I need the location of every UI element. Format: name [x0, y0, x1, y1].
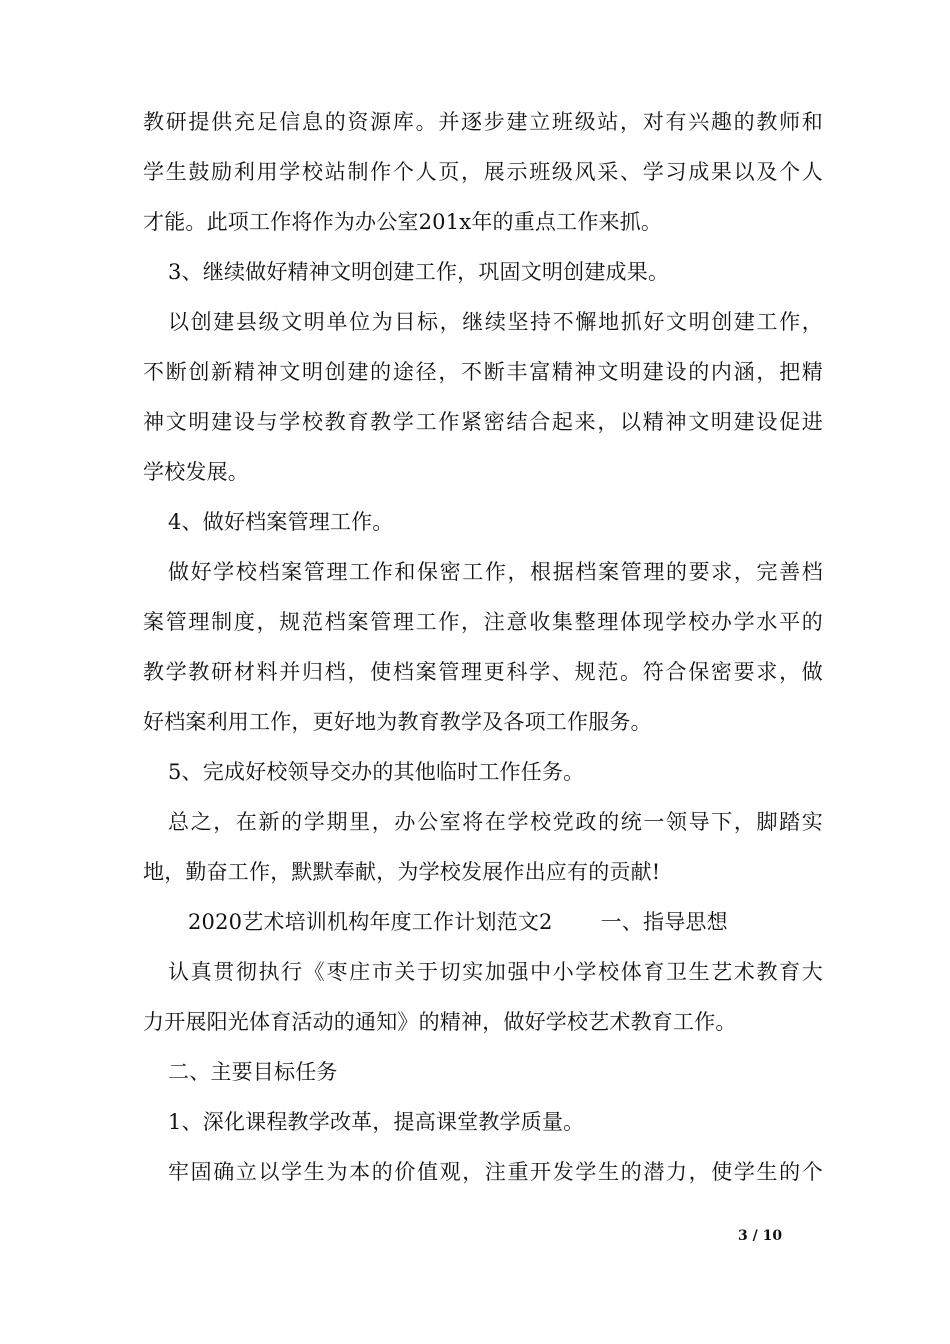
- document-body: [143, 97, 823, 1197]
- text-line: 地，勤奋工作，默默奉献，为学校发展作出应有的贡献!: [143, 860, 661, 884]
- section-heading: 二、主要目标任务: [168, 1060, 338, 1084]
- text-line: 做好学校档案管理工作和保密工作，根据档案管理的要求，完善档: [168, 560, 823, 584]
- text-line: 认真贯彻执行《枣庄市关于切实加强中小学校体育卫生艺术教育大: [168, 960, 823, 984]
- section-heading: 1、深化课程教学改革，提高课堂教学质量。: [168, 1110, 585, 1134]
- text-line: 教学教研材料并归档，使档案管理更科学、规范。符合保密要求，做: [143, 660, 823, 684]
- text-line: 神文明建设与学校教育教学工作紧密结合起来，以精神文明建设促进: [143, 410, 823, 434]
- text-line: 以创建县级文明单位为目标，继续坚持不懈地抓好文明创建工作，: [168, 310, 823, 334]
- section-heading: 4、做好档案管理工作。: [168, 510, 394, 534]
- section-heading: 5、完成好校领导交办的其他临时工作任务。: [168, 760, 585, 784]
- text-line: 牢固确立以学生为本的价值观，注重开发学生的潜力，使学生的个: [168, 1160, 823, 1184]
- page-number: 3 / 10: [738, 1228, 783, 1244]
- text-line: 好档案利用工作，更好地为教育教学及各项工作服务。: [143, 710, 652, 734]
- text-line: 教研提供充足信息的资源库。并逐步建立班级站，对有兴趣的教师和: [143, 110, 823, 134]
- text-line: 总之，在新的学期里，办公室将在学校党政的统一领导下，脚踏实: [168, 810, 823, 834]
- text-line: 案管理制度，规范档案管理工作，注意收集整理体现学校办学水平的: [143, 610, 823, 634]
- text-line: 力开展阳光体育活动的通知》的精神，做好学校艺术教育工作。: [143, 1010, 737, 1034]
- text-line: 不断创新精神文明创建的途径，不断丰富精神文明建设的内涵，把精: [143, 360, 823, 384]
- text-line: 学校发展。: [143, 460, 249, 484]
- text-line: 学生鼓励利用学校站制作个人页，展示班级风采、学习成果以及个人: [143, 160, 823, 184]
- section-heading: 3、继续做好精神文明创建工作，巩固文明创建成果。: [168, 260, 670, 284]
- text-line: 才能。此项工作将作为办公室201x年的重点工作来抓。: [143, 210, 663, 234]
- document-heading: [143, 897, 823, 947]
- heading-section: 一、指导思想: [600, 910, 728, 934]
- heading-title: 2020艺术培训机构年度工作计划范文2: [188, 910, 553, 934]
